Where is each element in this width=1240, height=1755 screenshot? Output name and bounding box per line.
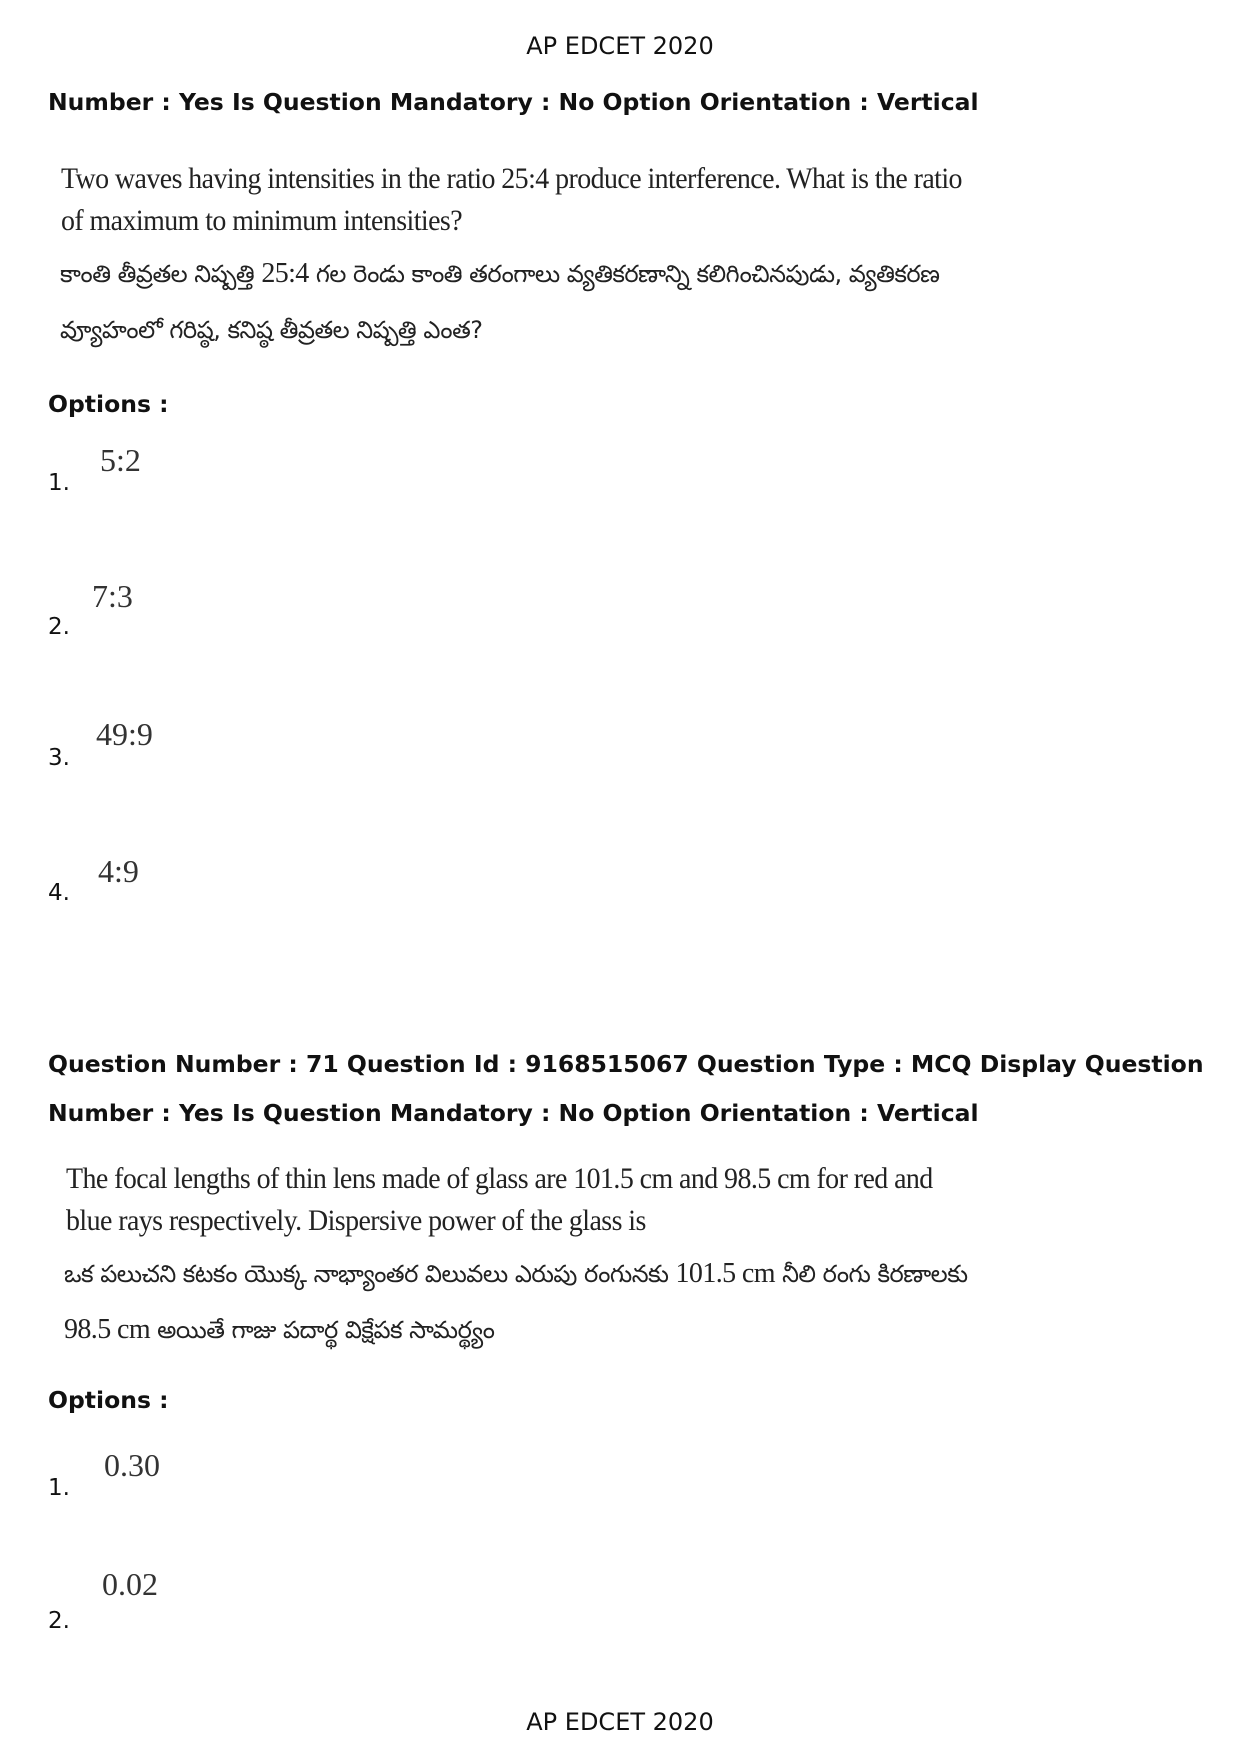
option-number: 4. [48, 880, 70, 906]
question-70-options-label: Options : [48, 390, 169, 418]
question-70-stem-te-line1 [60, 246, 939, 302]
option-value: 7:3 [92, 578, 133, 614]
question-70-stem-en-line1: Two waves having intensities in the ratio 25:4 produce interference. What is the ratio [61, 162, 962, 195]
option-value: 49:9 [96, 716, 153, 752]
question-71-meta-line-1: Question Number : 71 Question Id : 9168515067 Question Type : MCQ Display Question [48, 1050, 1204, 1078]
page-footer: AP EDCET 2020 [526, 1708, 714, 1736]
question-71-stem-en-line1: The focal lengths of thin lens made of glass are 101.5 cm and 98.5 cm for red and [66, 1162, 933, 1195]
question-71-stem-en-line2: blue rays respectively. Dispersive power of the glass is [66, 1204, 646, 1237]
stem-te-text: అయితే గాజు పదార్థ విక్షేపక సామర్థ్యం [150, 1316, 495, 1344]
option-value: 0.02 [102, 1566, 158, 1602]
question-71-stem-te-line2 [64, 1302, 494, 1358]
question-70-stem-en-line2: of maximum to minimum intensities? [61, 204, 463, 237]
question-70-stem-te-line2: వ్యూహంలో గరిష్ఠ, కనిష్ఠ తీవ్రతల నిష్పత్తి ఎంత? [60, 316, 483, 344]
question-71-stem-te-line1 [64, 1246, 968, 1302]
stem-te-text: గల రెండు కాంతి తరంగాలు వ్యతికరణాన్ని కలిగించినపుడు, వ్యతికరణ [308, 260, 940, 288]
stem-te-value: 98.5 cm [64, 1314, 151, 1345]
option-value: 4:9 [98, 853, 139, 889]
stem-te-ratio: 25:4 [261, 258, 309, 289]
question-71-meta-line-2: Number : Yes Is Question Mandatory : No Option Orientation : Vertical [48, 1099, 979, 1127]
option-number: 2. [48, 614, 70, 640]
stem-te-text: కాంతి తీవ్రతల నిష్పత్తి [60, 260, 262, 288]
stem-te-text: ఒక పలుచని కటకం యొక్క నాభ్యాంతర విలువలు ఎరుపు రంగునకు [64, 1260, 676, 1288]
option-number: 1. [48, 470, 70, 496]
stem-te-text: నీలి రంగు కిరణాలకు [774, 1260, 968, 1288]
option-number: 3. [48, 745, 70, 771]
question-71-options-label: Options : [48, 1386, 169, 1414]
question-70-meta-line: Number : Yes Is Question Mandatory : No Option Orientation : Vertical [48, 88, 979, 116]
option-number: 1. [48, 1475, 70, 1501]
option-value: 0.30 [104, 1447, 160, 1483]
stem-te-value: 101.5 cm [675, 1258, 775, 1289]
page-header: AP EDCET 2020 [526, 32, 714, 60]
option-value: 5:2 [100, 442, 141, 478]
option-number: 2. [48, 1608, 70, 1634]
